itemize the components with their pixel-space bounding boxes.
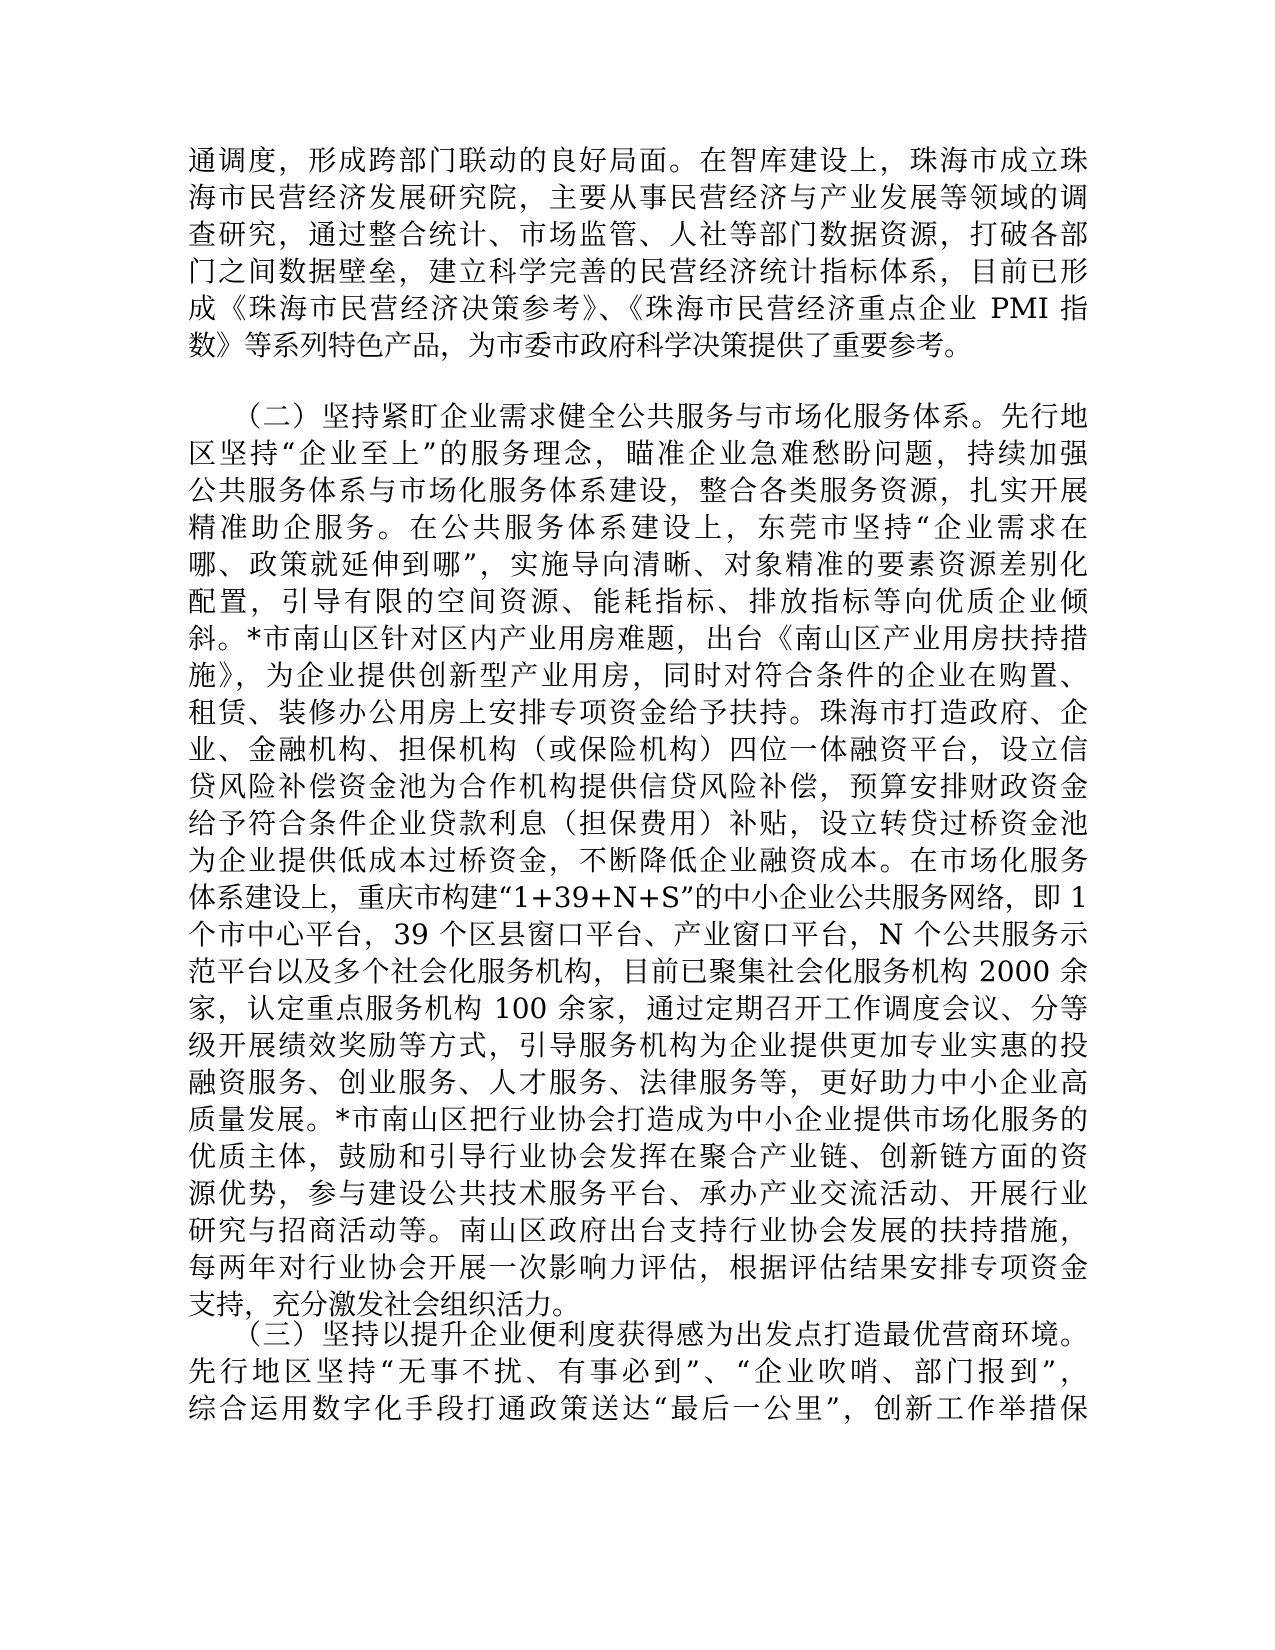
text-line: 公共服务体系与市场化服务体系建设，整合各类服务资源，扎实开展 <box>188 474 1088 507</box>
text-line: 体系建设上，重庆市构建“1+39+N+S”的中小企业公共服务网络，即 1 <box>188 881 1088 914</box>
text-line: 融资服务、创业服务、人才服务、法律服务等，更好助力中小企业高 <box>188 1066 1088 1099</box>
text-line: 每两年对行业协会开展一次影响力评估，根据评估结果安排专项资金 <box>188 1251 1088 1284</box>
text-line: 质量发展。*市南山区把行业协会打造成为中小企业提供市场化服务的 <box>188 1103 1088 1136</box>
text-line: 家，认定重点服务机构 100 余家，通过定期召开工作调度会议、分等 <box>188 992 1088 1025</box>
text-line: 租赁、装修办公用房上安排专项资金给予扶持。珠海市打造政府、企 <box>188 696 1088 729</box>
text-line: 门之间数据壁垒，建立科学完善的民营经济统计指标体系，目前已形 <box>188 255 1088 288</box>
text-line: 优质主体，鼓励和引导行业协会发挥在聚合产业链、创新链方面的资 <box>188 1140 1088 1173</box>
text-line: 通调度，形成跨部门联动的良好局面。在智库建设上，珠海市成立珠 <box>188 144 1088 177</box>
text-line: 贷风险补偿资金池为合作机构提供信贷风险补偿，预算安排财政资金 <box>188 770 1088 803</box>
text-line: 施》，为企业提供创新型产业用房，同时对符合条件的企业在购置、 <box>188 659 1088 692</box>
text-line: 成《珠海市民营经济决策参考》、《珠海市民营经济重点企业 PMI 指 <box>188 292 1088 325</box>
text-line: 先行地区坚持“无事不扰、有事必到”、“企业吹哨、部门报到”， <box>188 1355 1088 1388</box>
text-line: 给予符合条件企业贷款利息（担保费用）补贴，设立转贷过桥资金池 <box>188 807 1088 840</box>
text-line: 综合运用数字化手段打通政策送达“最后一公里”，创新工作举措保 <box>188 1392 1088 1425</box>
text-line: 哪、政策就延伸到哪”，实施导向清晰、对象精准的要素资源差别化 <box>188 548 1088 581</box>
text-line: 业、金融机构、担保机构（或保险机构）四位一体融资平台，设立信 <box>188 733 1088 766</box>
text-line: 范平台以及多个社会化服务机构，目前已聚集社会化服务机构 2000 余 <box>188 955 1088 988</box>
text-line: 查研究，通过整合统计、市场监管、人社等部门数据资源，打破各部 <box>188 218 1088 251</box>
text-line: 级开展绩效奖励等方式，引导服务机构为企业提供更加专业实惠的投 <box>188 1029 1088 1062</box>
text-line: （三）坚持以提升企业便利度获得感为出发点打造最优营商环境。 <box>188 1318 1088 1351</box>
text-line: 精准助企服务。在公共服务体系建设上，东莞市坚持“企业需求在 <box>188 511 1088 544</box>
paragraph-2 <box>188 398 1088 1323</box>
text-line: （二）坚持紧盯企业需求健全公共服务与市场化服务体系。先行地 <box>188 400 1088 433</box>
text-line: 斜。*市南山区针对区内产业用房难题，出台《南山区产业用房扶持措 <box>188 622 1088 655</box>
paragraph-3 <box>188 1316 1088 1427</box>
text-line: 为企业提供低成本过桥资金，不断降低企业融资成本。在市场化服务 <box>188 844 1088 877</box>
text-line: 配置，引导有限的空间资源、能耗指标、排放指标等向优质企业倾 <box>188 585 1088 618</box>
text-line: 个市中心平台，39 个区县窗口平台、产业窗口平台，N 个公共服务示 <box>188 918 1088 951</box>
text-line: 源优势，参与建设公共技术服务平台、承办产业交流活动、开展行业 <box>188 1177 1088 1210</box>
paragraph-1 <box>188 142 1088 364</box>
text-line: 区坚持“企业至上”的服务理念，瞄准企业急难愁盼问题，持续加强 <box>188 437 1088 470</box>
text-line: 支持，充分激发社会组织活力。 <box>188 1288 581 1321</box>
text-line: 研究与招商活动等。南山区政府出台支持行业协会发展的扶持措施， <box>188 1214 1088 1247</box>
text-line: 海市民营经济发展研究院，主要从事民营经济与产业发展等领域的调 <box>188 181 1088 214</box>
text-line: 数》等系列特色产品，为市委市政府科学决策提供了重要参考。 <box>188 329 973 362</box>
